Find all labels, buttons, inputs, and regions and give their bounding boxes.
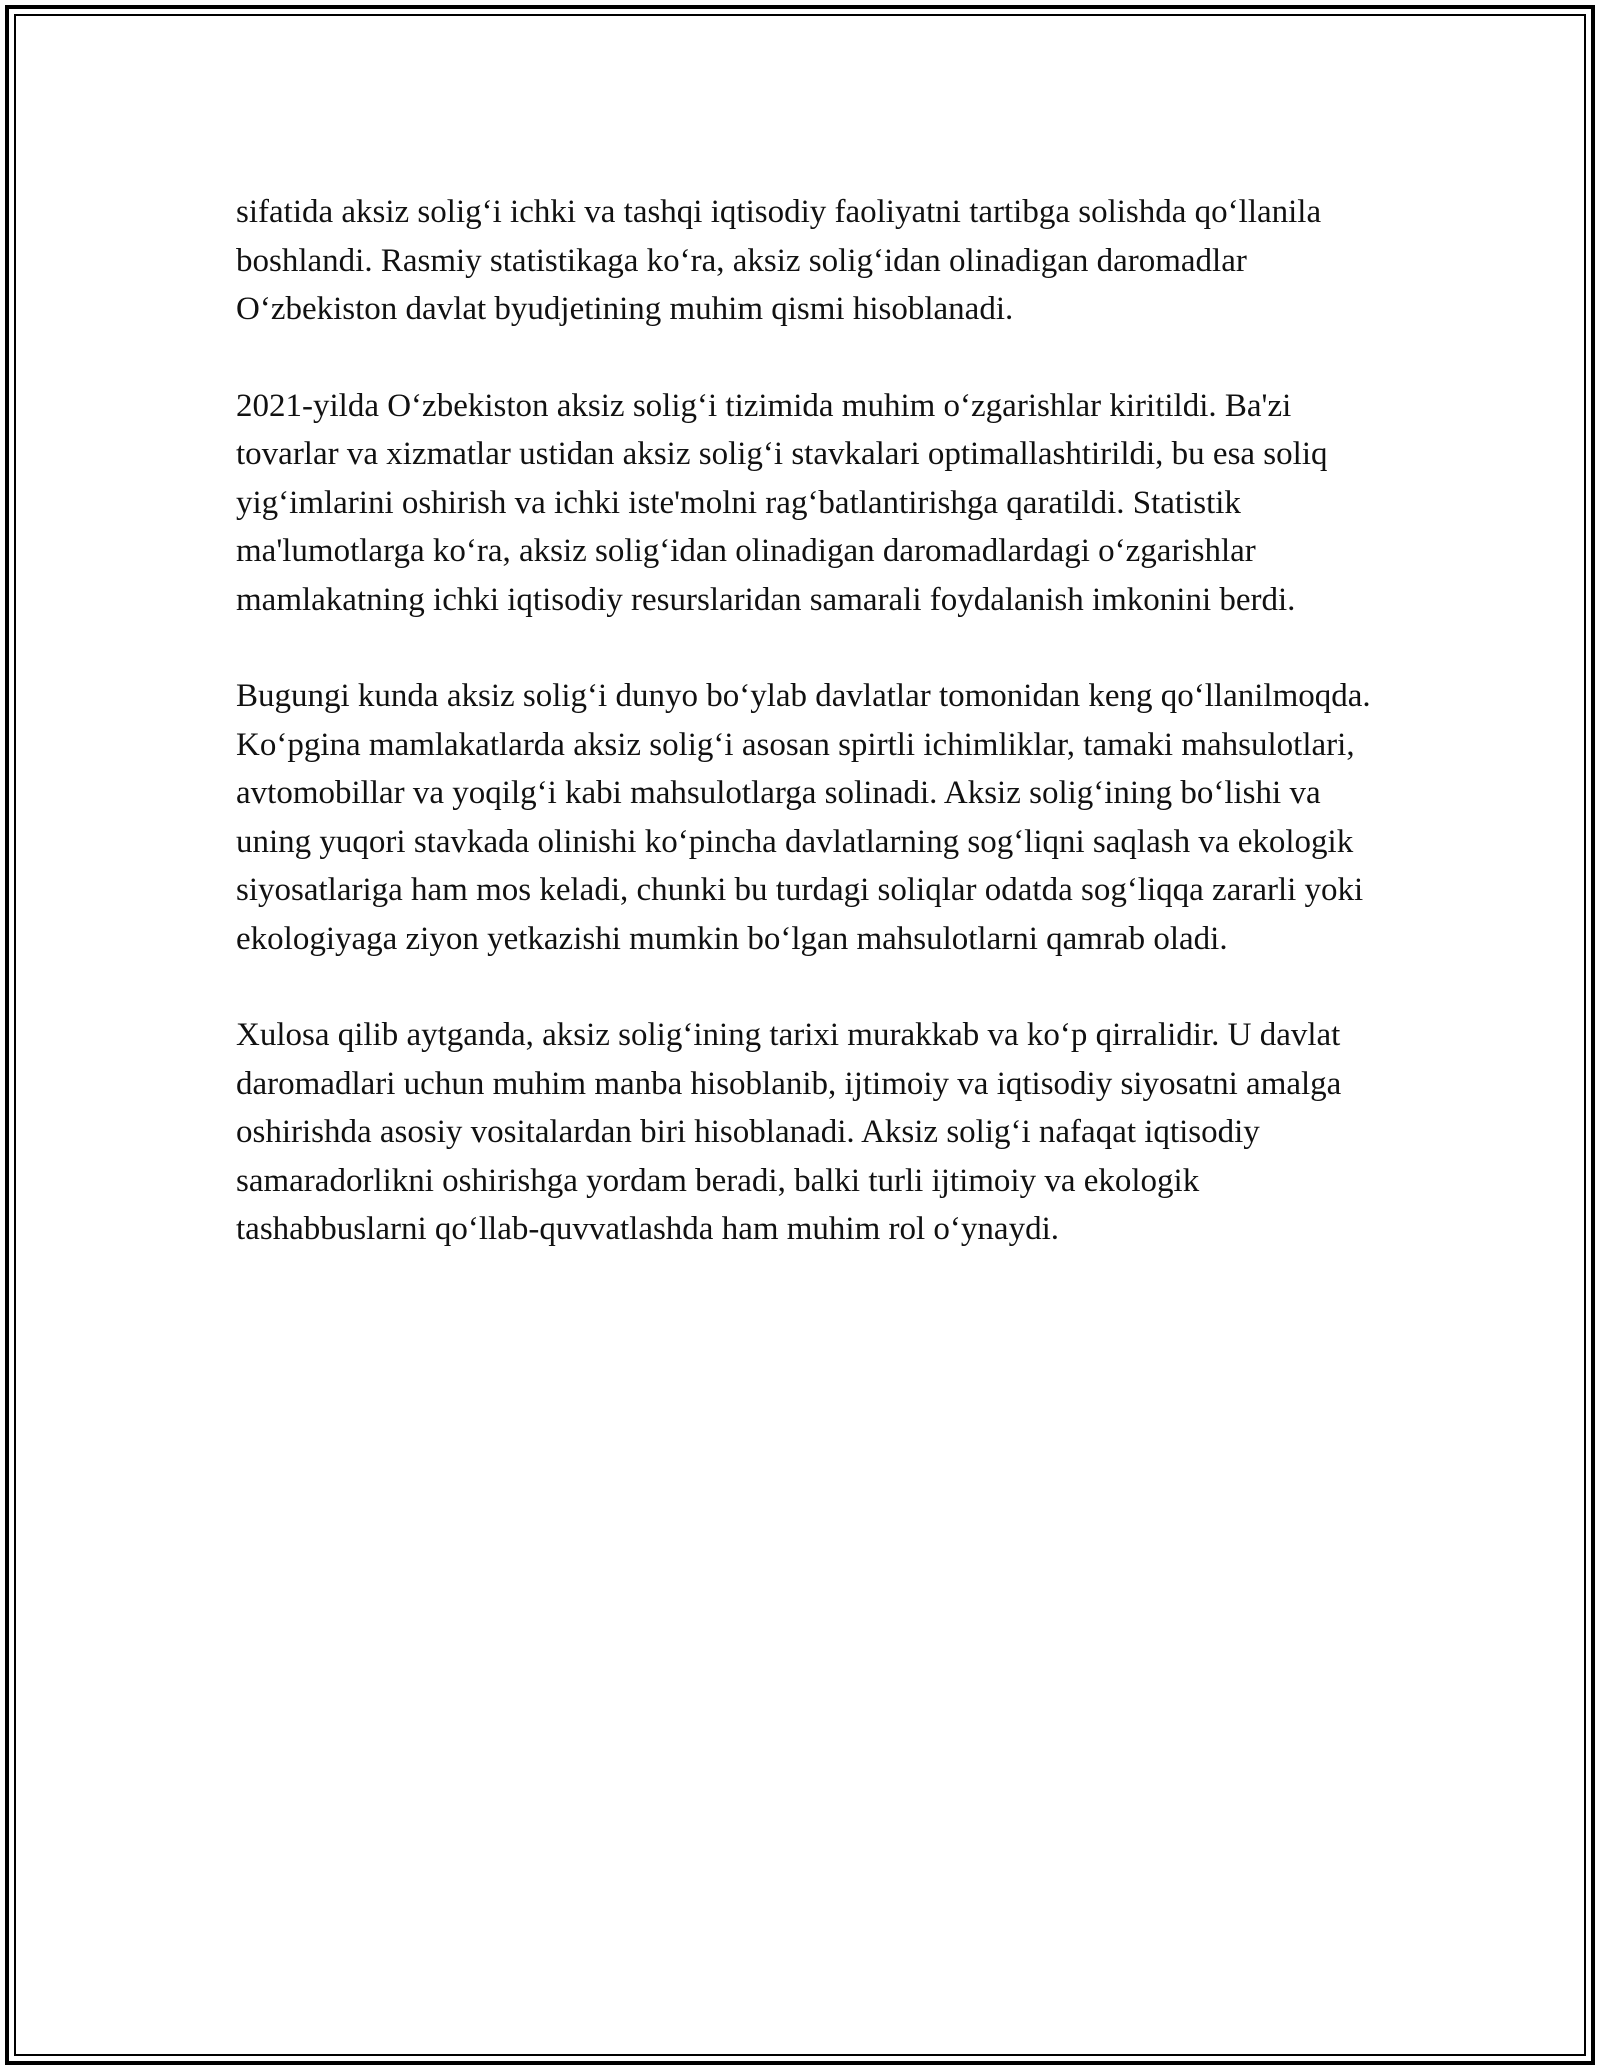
paragraph-4: Xulosa qilib aytganda, aksiz solig‘ining tarixi murakkab va ko‘p qirralidir. U davlat daromadlari uchun muhim manba hisoblanib, ijtimoiy va iqtisodiy siyosatni amalga oshirishda asosiy vositalardan biri hisoblanadi. Aksiz solig‘i nafaqat iqtisodiy samaradorlikni oshirishga yordam beradi, balki turli ijtimoiy va ekologik tashabbuslarni qo‘llab-quvvatlashda ham muhim rol o‘ynaydi. <box>236 1017 1342 1247</box>
document-body <box>236 188 1376 1302</box>
paragraph-1: sifatida aksiz solig‘i ichki va tashqi iqtisodiy faoliyatni tartibga solishda qo‘llanila boshlandi. Rasmiy statistikaga ko‘ra, aksiz solig‘idan olinadigan daromadlar O‘zbekiston davlat byudjetining muhim qismi hisoblanadi. <box>236 194 1322 327</box>
paragraph-2: 2021-yilda O‘zbekiston aksiz solig‘i tizimida muhim o‘zgarishlar kiritildi. Ba'zi tovarlar va xizmatlar ustidan aksiz solig‘i stavkalari optimallashtirildi, bu esa soliq yig‘imlarini oshirish va ichki iste'molni rag‘batlantirishga qaratildi. Statistik ma'lumotlarga ko‘ra, aksiz solig‘idan olinadigan daromadlardagi o‘zgarishlar mamlakatning ichki iqtisodiy resurslaridan samarali foydalanish imkonini berdi. <box>236 387 1328 618</box>
paragraph-3: Bugungi kunda aksiz solig‘i dunyo bo‘ylab davlatlar tomonidan keng qo‘llanilmoqda. Ko‘pgina mamlakatlarda aksiz solig‘i asosan spirtli ichimliklar, tamaki mahsulotlari, avtomobillar va yoqilg‘i kabi mahsulotlarga solinadi. Aksiz solig‘ining bo‘lishi va uning yuqori stavkada olinishi ko‘pincha davlatlarning sog‘liqni saqlash va ekologik siyosatlariga ham mos keladi, chunki bu turdagi soliqlar odatda sog‘liqqa zararli yoki ekologiyaga ziyon yetkazishi mumkin bo‘lgan mahsulotlarni qamrab oladi. <box>236 678 1371 957</box>
